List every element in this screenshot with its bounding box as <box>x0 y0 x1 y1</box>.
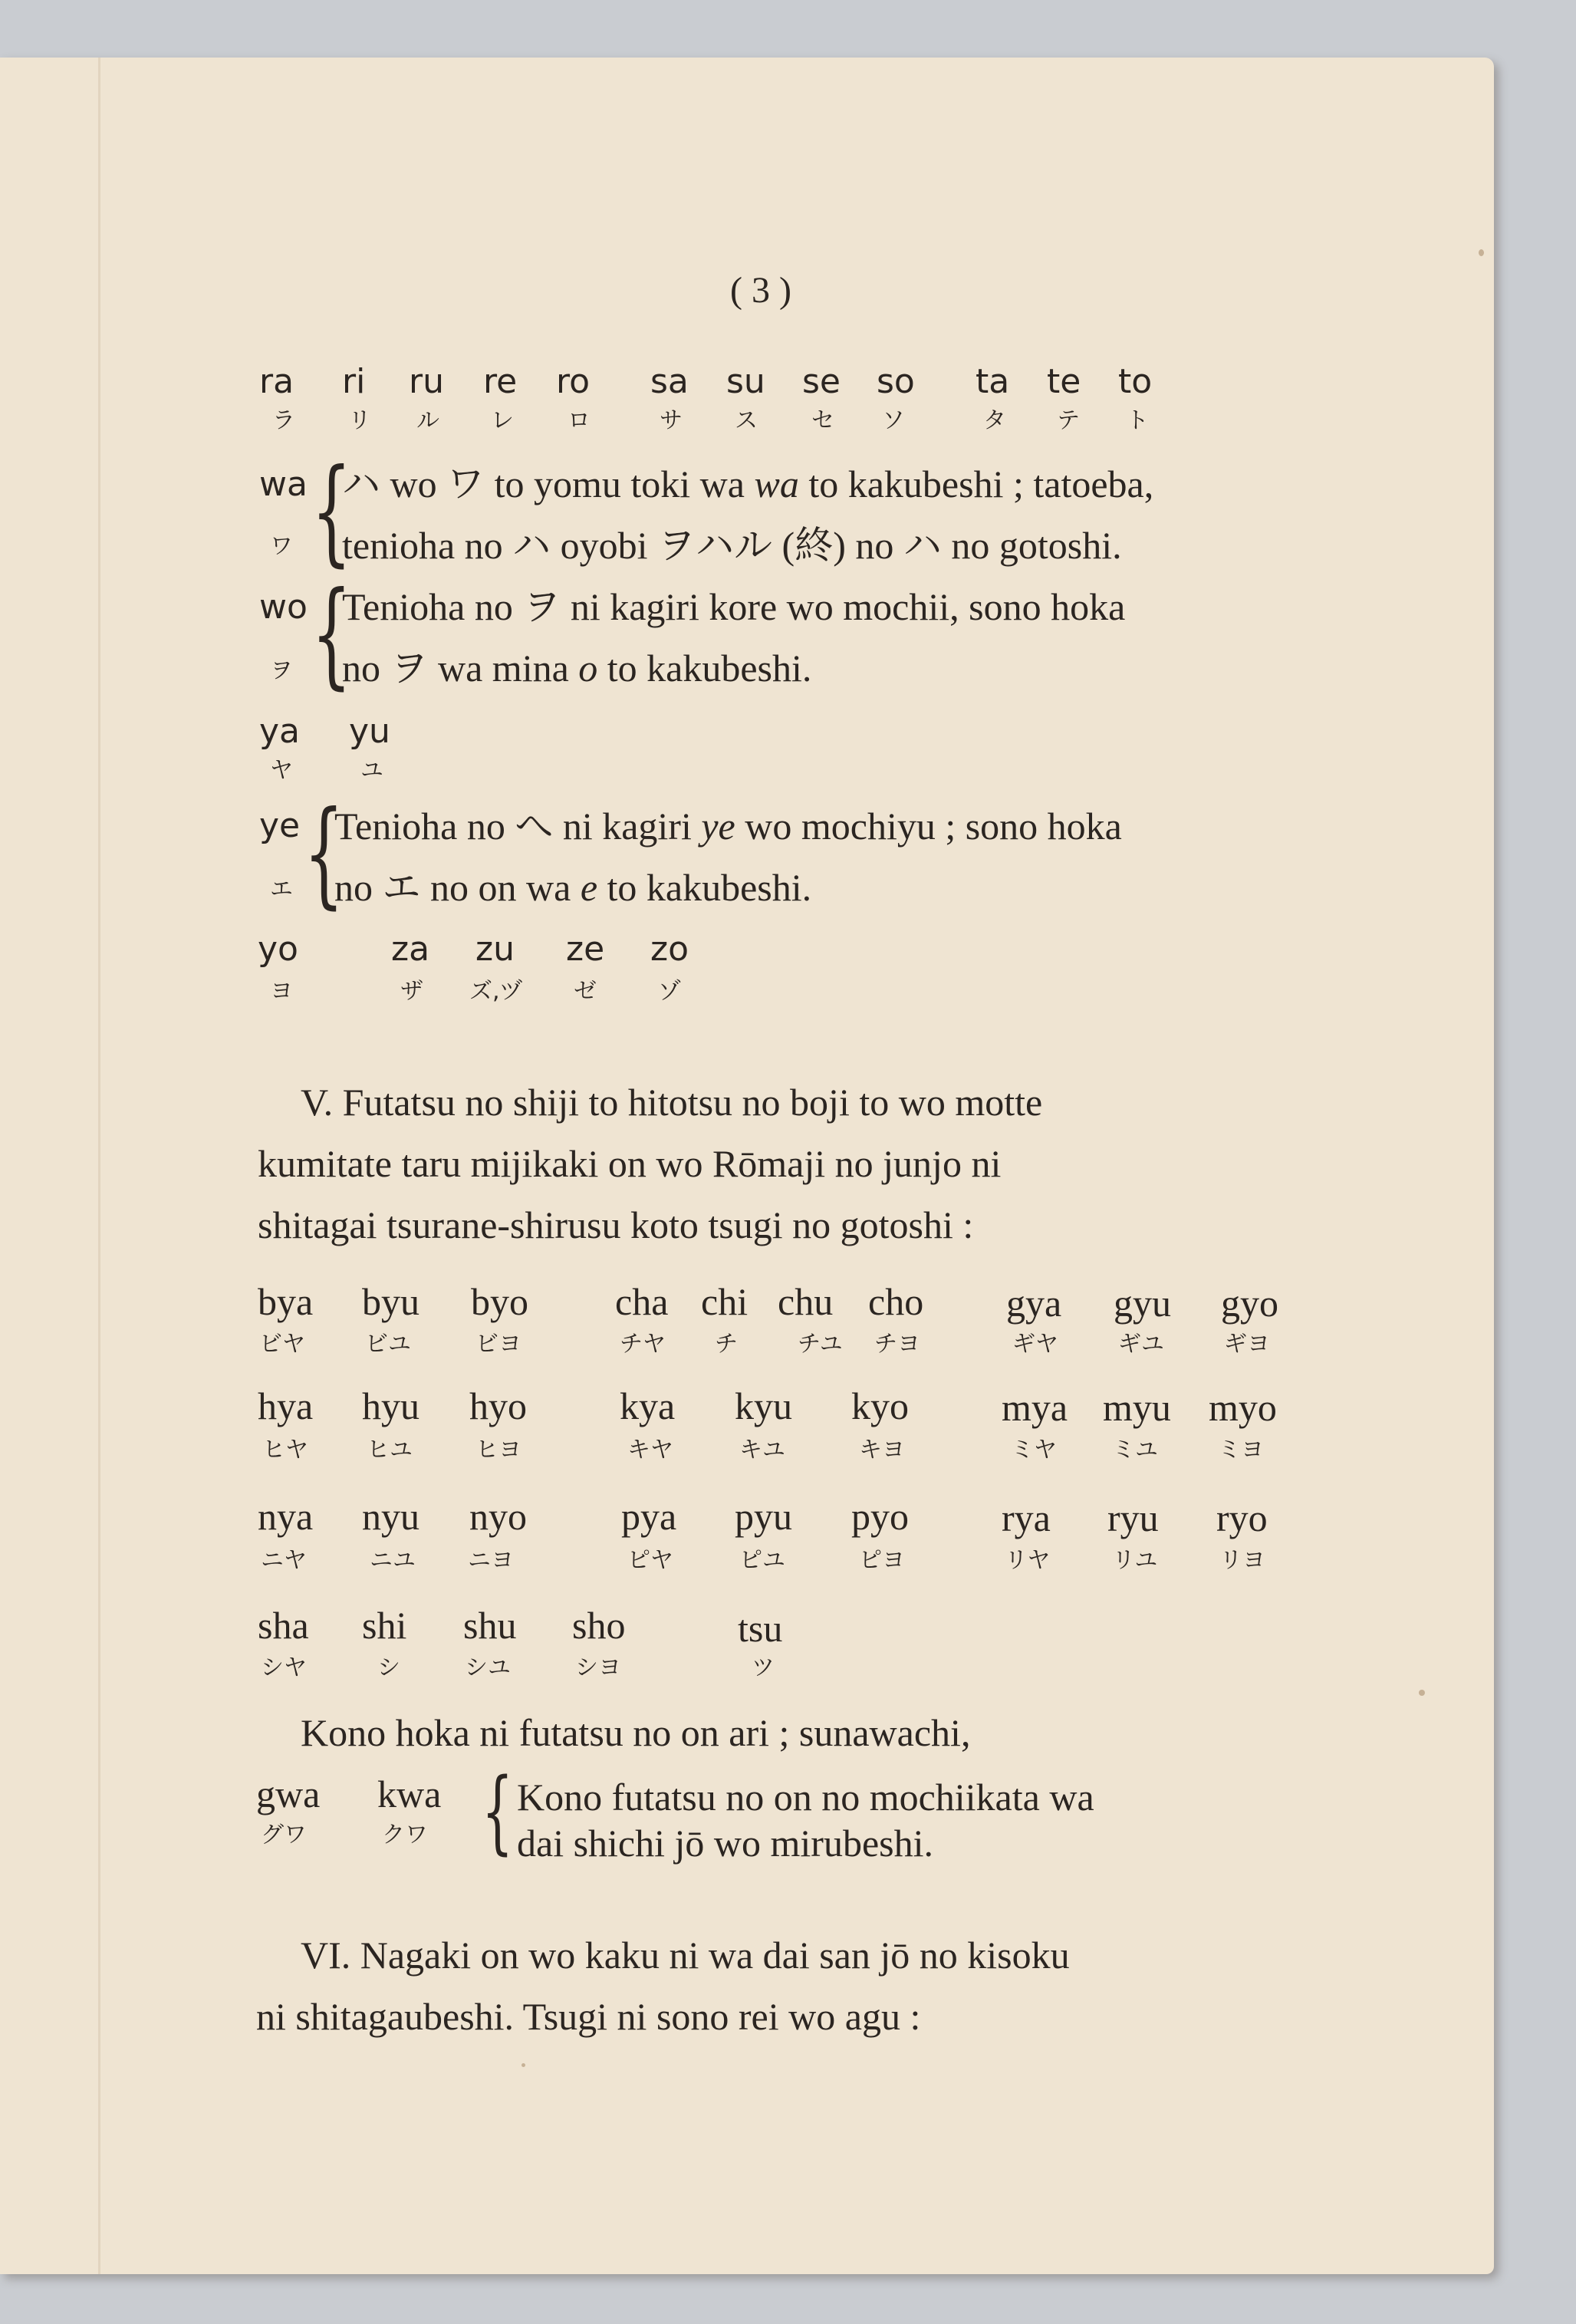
paragraph-line: VI. Nagaki on wo kaku ni wa dai san jō no kisoku <box>301 1934 1070 1977</box>
kana: シユ <box>465 1654 511 1681</box>
romaji: zo <box>650 930 689 969</box>
romaji: nyu <box>362 1495 419 1538</box>
text-line: ハ wo ワ to yomu toki wa wa to kakubeshi ; tatoeba, <box>342 462 1154 505</box>
romaji: byo <box>471 1280 528 1323</box>
kana: ミユ <box>1112 1437 1158 1463</box>
paragraph-line: V. Futatsu no shiji to hitotsu no boji to wo motte <box>301 1081 1043 1124</box>
kana: ニヨ <box>468 1547 514 1574</box>
romaji: yo <box>258 930 298 969</box>
kana: ゼ <box>574 978 597 1005</box>
romaji: ra <box>259 362 294 401</box>
romaji: so <box>877 362 915 401</box>
romaji: za <box>391 930 430 969</box>
kana: リヤ <box>1005 1547 1051 1574</box>
text-line: Tenioha no へ ni kagiri ye wo mochiyu ; sono hoka <box>334 805 1122 848</box>
kana: シヤ <box>261 1654 307 1681</box>
kana: セ <box>811 407 834 434</box>
curly-brace: { <box>311 445 352 578</box>
paragraph-line: shitagai tsurane-shirusu koto tsugi no gotoshi : <box>258 1203 974 1246</box>
romaji: byu <box>362 1280 419 1323</box>
kana: ビヤ <box>259 1331 305 1358</box>
kana: エ <box>270 876 293 903</box>
kana: ニヤ <box>261 1547 307 1574</box>
kana: チ <box>715 1331 738 1358</box>
kana: ス <box>735 407 758 434</box>
page-number: ( 3 ) <box>730 270 791 311</box>
romaji: te <box>1047 362 1081 401</box>
text-line: no ヲ wa mina o to kakubeshi. <box>342 647 812 690</box>
kana: ズ,ヅ <box>469 978 523 1005</box>
romaji: ri <box>342 362 366 401</box>
kana: チヨ <box>874 1331 920 1358</box>
kana: ビユ <box>365 1331 411 1358</box>
romaji: sa <box>650 362 689 401</box>
kana: ユ <box>360 757 383 784</box>
kana: ギヨ <box>1224 1331 1270 1358</box>
kana: チヤ <box>620 1331 666 1358</box>
romaji: ye <box>259 806 301 845</box>
kana: ザ <box>400 978 423 1005</box>
kana: ヒヨ <box>475 1437 521 1463</box>
kana: ミヨ <box>1218 1437 1264 1463</box>
kana: キヤ <box>627 1437 673 1463</box>
romaji: gyu <box>1114 1282 1171 1325</box>
romaji: gyo <box>1221 1282 1278 1325</box>
kana: ギユ <box>1118 1331 1164 1358</box>
romaji: ru <box>409 362 444 401</box>
romaji: kya <box>620 1384 676 1427</box>
romaji: mya <box>1002 1386 1068 1429</box>
kana: ツ <box>752 1654 775 1681</box>
kana: ソ <box>882 407 905 434</box>
kana: クワ <box>382 1822 428 1848</box>
kana: ル <box>416 407 439 434</box>
paragraph-line: ni shitagaubeshi. Tsugi ni sono rei wo agu : <box>256 1995 921 2038</box>
romaji: to <box>1118 362 1153 401</box>
kana: ミヤ <box>1011 1437 1057 1463</box>
romaji: ryo <box>1216 1496 1268 1539</box>
romaji: cha <box>615 1280 669 1323</box>
kana: ワ <box>270 533 293 560</box>
paragraph-line: Kono hoka ni futatsu no on ari ; sunawachi, <box>301 1711 971 1754</box>
romaji: rya <box>1002 1496 1051 1539</box>
kana: シヨ <box>575 1654 621 1681</box>
romaji: wa <box>259 465 308 504</box>
romaji: nya <box>258 1495 314 1538</box>
romaji: ze <box>566 930 605 969</box>
kana: シ <box>377 1654 400 1681</box>
kana: タ <box>983 407 1006 434</box>
romaji: hyo <box>469 1384 527 1427</box>
kana: リヨ <box>1219 1547 1265 1574</box>
romaji: ryu <box>1107 1496 1159 1539</box>
kana: ビヨ <box>475 1331 521 1358</box>
kana: ヲ <box>270 657 293 684</box>
kana: サ <box>660 407 683 434</box>
curly-brace: { <box>311 568 352 701</box>
kana: ト <box>1126 407 1149 434</box>
kana: ピヤ <box>627 1547 673 1574</box>
kana: リユ <box>1112 1547 1158 1574</box>
romaji: re <box>483 362 518 401</box>
romaji: shu <box>463 1604 517 1647</box>
kana: グワ <box>261 1822 307 1848</box>
romaji: sho <box>572 1604 626 1647</box>
romaji: bya <box>258 1280 314 1323</box>
romaji: kwa <box>377 1773 442 1815</box>
paragraph-line: kumitate taru mijikaki on wo Rōmaji no junjo ni <box>258 1142 1002 1185</box>
romaji: hya <box>258 1384 314 1427</box>
kana: ヒユ <box>367 1437 413 1463</box>
romaji: su <box>726 362 765 401</box>
page-gutter <box>98 58 100 2274</box>
kana: ラ <box>272 407 295 434</box>
paper-fleck <box>521 2063 525 2067</box>
kana: リ <box>348 407 371 434</box>
kana: キユ <box>739 1437 785 1463</box>
kana: ゾ <box>658 978 681 1005</box>
romaji: cho <box>868 1280 924 1323</box>
kana: ヨ <box>270 978 293 1005</box>
romaji: yu <box>349 712 390 751</box>
romaji: nyo <box>469 1495 527 1538</box>
romaji: ro <box>556 362 591 401</box>
romaji: se <box>802 362 841 401</box>
romaji: shi <box>362 1604 407 1647</box>
romaji: pyo <box>851 1495 909 1538</box>
romaji: hyu <box>362 1384 419 1427</box>
text-line: tenioha no ハ oyobi ヲハル (終) no ハ no gotoshi. <box>342 524 1122 567</box>
text-line: no エ no on wa e to kakubeshi. <box>334 866 812 909</box>
romaji: kyu <box>735 1384 792 1427</box>
romaji: pya <box>621 1495 677 1538</box>
kana: ピユ <box>739 1547 785 1574</box>
romaji: pyu <box>735 1495 792 1538</box>
kana: ピヨ <box>859 1547 905 1574</box>
kana: キヨ <box>859 1437 905 1463</box>
text-line: Tenioha no ヲ ni kagiri kore wo mochii, sono hoka <box>342 585 1126 628</box>
romaji: zu <box>475 930 515 969</box>
kana: ヒヤ <box>262 1437 308 1463</box>
romaji: ya <box>259 712 301 751</box>
romaji: kyo <box>851 1384 909 1427</box>
romaji: myu <box>1103 1386 1171 1429</box>
romaji: sha <box>258 1604 309 1647</box>
romaji: chu <box>778 1280 834 1323</box>
curly-brace: { <box>304 787 344 920</box>
romaji: wo <box>259 588 308 627</box>
text-line: Kono futatsu no on no mochiikata wa <box>517 1776 1094 1819</box>
romaji: gya <box>1006 1282 1062 1325</box>
romaji: myo <box>1209 1386 1277 1429</box>
romaji: ta <box>976 362 1010 401</box>
kana: チユ <box>798 1331 843 1358</box>
romaji: chi <box>701 1280 749 1323</box>
kana: ギヤ <box>1012 1331 1058 1358</box>
kana: レ <box>491 407 514 434</box>
kana: ニユ <box>370 1547 416 1574</box>
paper-fleck <box>1479 249 1484 256</box>
text-line: dai shichi jō wo mirubeshi. <box>517 1822 933 1865</box>
romaji: gwa <box>256 1773 321 1815</box>
romaji: tsu <box>738 1607 783 1650</box>
kana: ロ <box>568 407 591 434</box>
kana: ヤ <box>270 757 293 784</box>
kana: テ <box>1057 407 1080 434</box>
curly-brace: { <box>482 1758 514 1864</box>
paper-fleck <box>1419 1690 1425 1696</box>
